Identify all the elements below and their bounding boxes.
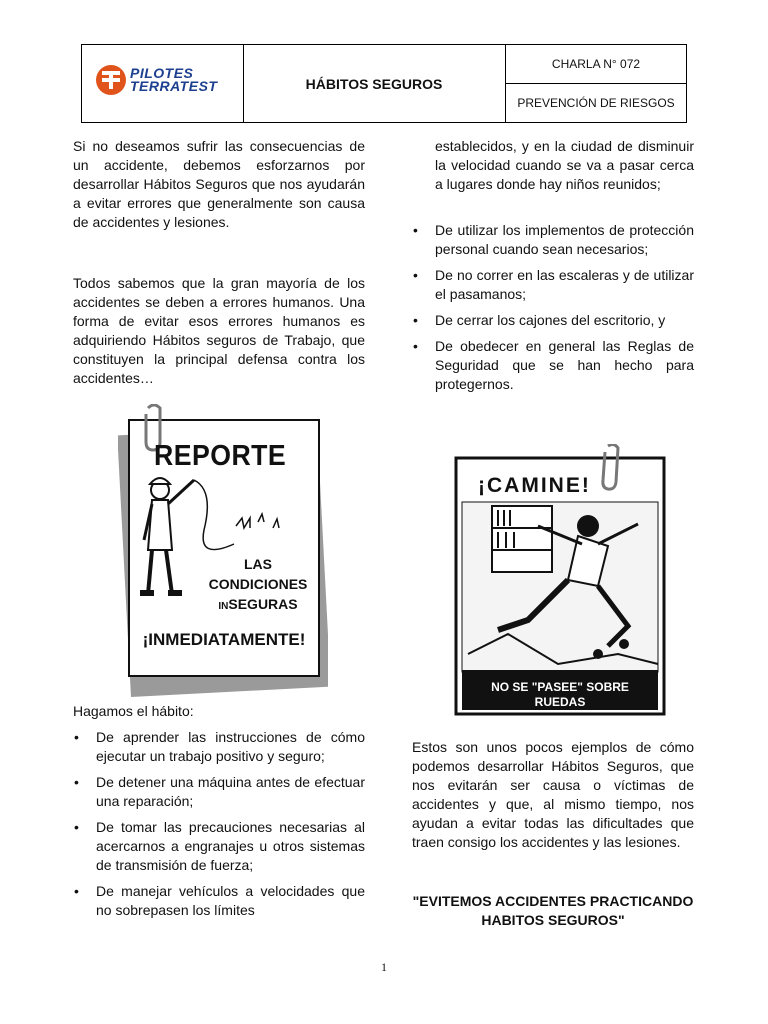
slogan-line2: HABITOS SEGUROS" [481,912,625,928]
list-item: • De detener una máquina antes de efectuar una reparación; [74,774,365,809]
list-item: • De utilizar los implementos de protección personal cuando sean necesarios; [413,222,694,257]
page-number: 1 [381,960,387,974]
poster-reporte-line2: CONDICIONES [208,576,308,592]
list-item: • De tomar las precauciones necesarias al acercarnos a engranajes u otros sistemas de transmisión de fuerza; [74,819,365,873]
document-title: HÁBITOS SEGUROS [243,45,506,122]
paragraph-continuation: establecidos, y en la ciudad de disminuir la velocidad cuando se va a pasar cerca a lugares donde hay niños reunidos; [435,138,694,192]
logo-cell [82,45,244,122]
paragraph-errors: Todos sabemos que la gran mayoría de los accidentes se deben a errores humanos. Una forma de evitar esos errores humanos es adquiriendo Hábitos seguros de Trabajo, que constituyen la principal defensa contra los accidentes… [73,275,365,386]
department-label: PREVENCIÓN DE RIESGOS [517,96,675,110]
slogan [412,892,694,930]
paragraph-intro: Si no deseamos sufrir las consecuencias de un accidente, debemos esforzarnos por desarrollar Hábitos Seguros que nos ayudarán a evitar errores que generalmente son causa de accidentes y lesiones. [73,138,365,230]
logo-text-pilotes: PILOTES [130,65,194,81]
list-item: • De no correr en las escaleras y de utilizar el pasamanos; [413,267,694,302]
poster-reporte-footer: ¡INMEDIATAMENTE! [142,630,306,649]
poster-reporte-line3-small: IN [218,601,229,612]
list-item: • De cerrar los cajones del escritorio, y [413,312,666,328]
poster-reporte-line3: SEGURAS [228,596,298,612]
list-item: • De obedecer en general las Reglas de Seguridad que se han hecho para protegernos. [413,338,694,392]
logo-text-terratest: TERRATEST [130,78,218,94]
poster-camine [448,444,674,720]
charla-number: CHARLA N° 072 [506,45,686,84]
habit-intro: Hagamos el hábito: [73,703,194,719]
list-item: • De aprender las instrucciones de cómo ejecutar un trabajo positivo y seguro; [74,729,365,764]
poster-reporte [118,404,328,700]
poster-reporte-title: REPORTE [154,440,287,472]
slogan-line1: "EVITEMOS ACCIDENTES PRACTICANDO [412,893,694,909]
poster-reporte-line1: LAS [244,556,272,572]
poster-camine-title: ¡CAMINE! [478,474,591,497]
habit-list-2 [412,221,694,401]
poster-camine-line2: RUEDAS [534,695,586,709]
logo-mark-icon [94,63,128,97]
list-item: • De manejar vehículos a velocidades que no sobrepasen los límites [74,883,365,918]
poster-camine-line1: NO SE "PASEE" SOBRE [491,680,629,694]
terratest-logo [94,63,234,103]
habit-list-1 [73,728,365,927]
header-table [81,44,687,123]
paragraph-closing: Estos son unos pocos ejemplos de cómo podemos desarrollar Hábitos Seguros, que nos evitarán ser causa o víctimas de accidentes y que, al mismo tiempo, nos ayudan a evitar todas las dificultades que traen consigo los accidentes y las lesiones. [412,739,694,850]
